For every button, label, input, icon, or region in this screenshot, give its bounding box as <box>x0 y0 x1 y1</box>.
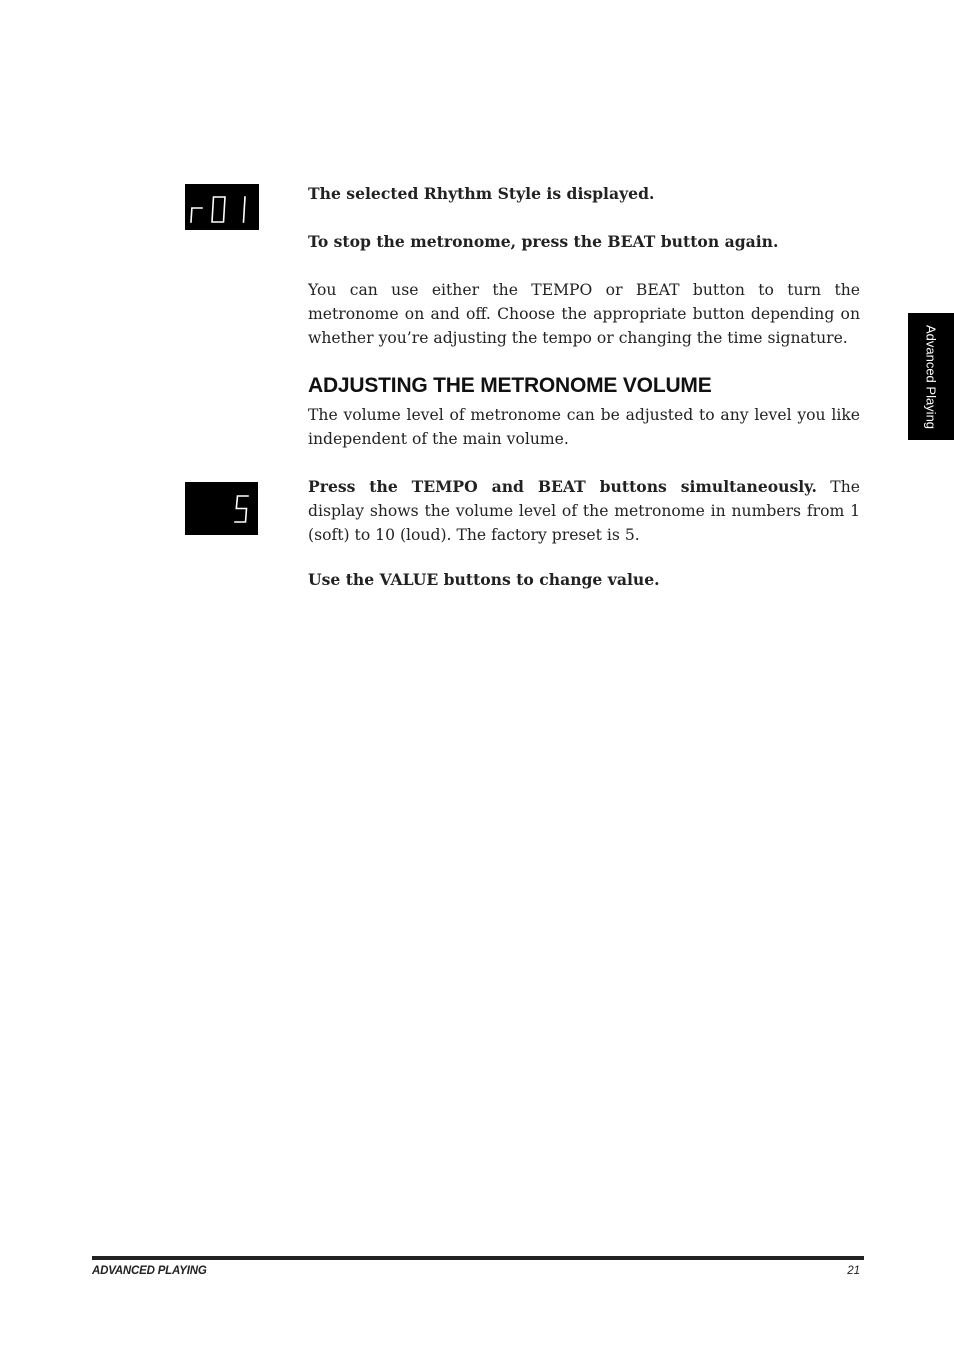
footer-rule <box>92 1256 864 1260</box>
value-buttons-instruction: Use the VALUE buttons to change value. <box>308 570 660 589</box>
volume-display-explanation: The display shows the volume level of the metronome in numbers from 1 (soft) to 10 (loud). The factory preset is 5. <box>308 478 860 544</box>
stop-metronome-instruction: To stop the metronome, press the BEAT button again. <box>308 232 779 251</box>
section-heading: ADJUSTING THE METRONOME VOLUME <box>308 374 712 397</box>
footer-section-title: ADVANCED PLAYING <box>92 1265 207 1277</box>
rhythm-style-displayed: The selected Rhythm Style is displayed. <box>308 184 655 203</box>
tempo-beat-explanation: You can use either the TEMPO or BEAT button to turn the metronome on and off. Choose the appropriate button depending on whether you’re adjusting the tempo or changing the time signature. <box>308 281 860 347</box>
chapter-side-tab <box>908 313 954 440</box>
press-tempo-beat-instruction: Press the TEMPO and BEAT buttons simultaneously. <box>308 477 817 496</box>
page-number: 21 <box>847 1265 860 1277</box>
volume-intro: The volume level of metronome can be adjusted to any level you like independent of the main volume. <box>308 406 860 448</box>
press-tempo-beat-paragraph <box>308 475 860 547</box>
seven-segment-icon <box>185 184 259 230</box>
side-tab-label: Advanced Playing <box>923 324 939 429</box>
seven-segment-icon <box>185 482 258 535</box>
lcd-display-rhythm <box>185 184 259 230</box>
lcd-display-volume <box>185 482 258 535</box>
